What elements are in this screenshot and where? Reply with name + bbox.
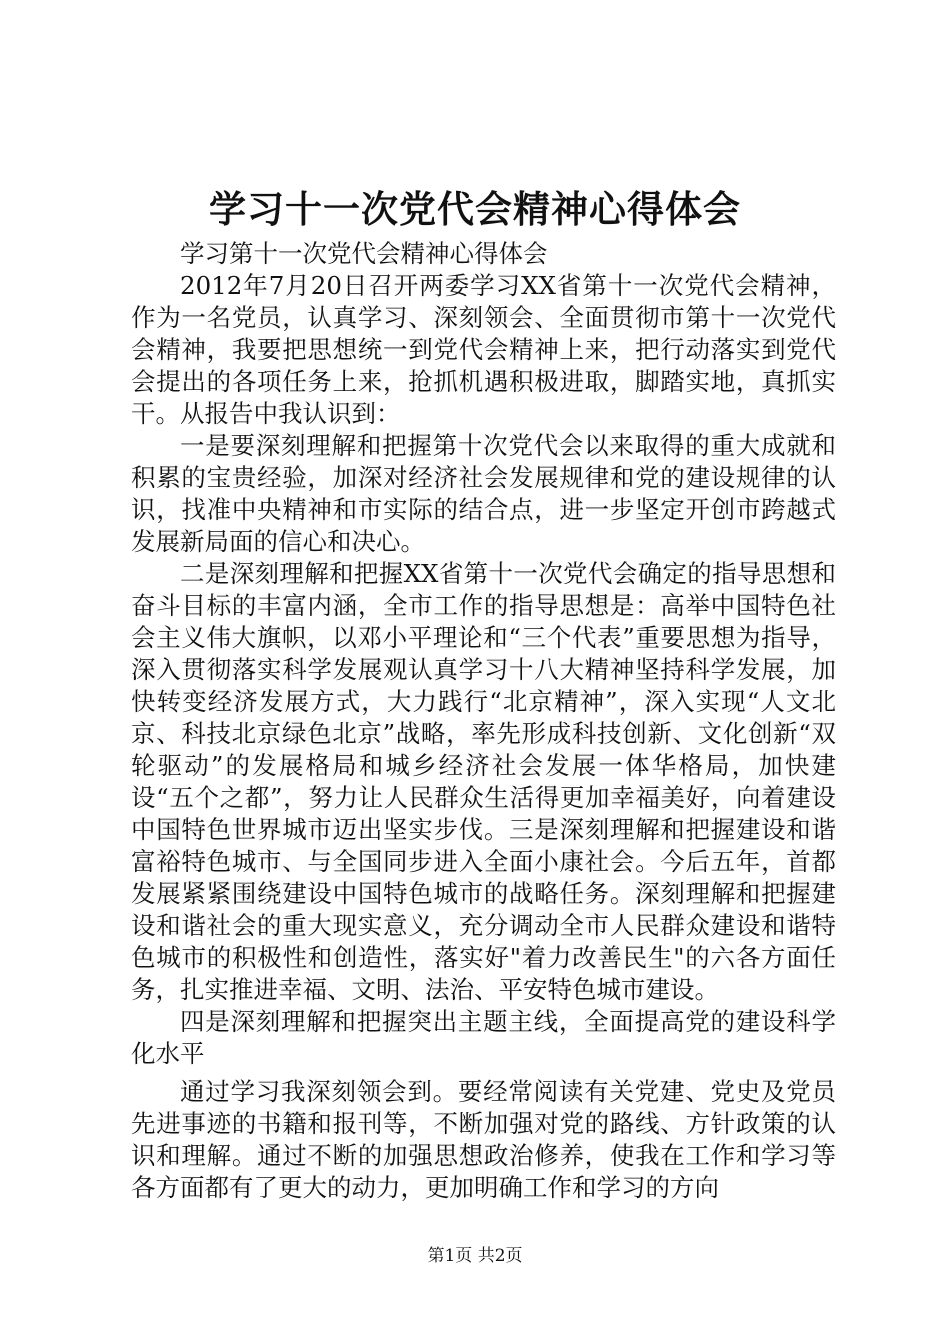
paragraph-point-four: 四是深刻理解和把握突出主题主线，全面提高党的建设科学化水平 (131, 1007, 836, 1068)
paragraph-intro: 2012年7月20日召开两委学习XX省第十一次党代会精神，作为一名党员，认真学习、深刻领会、全面贯彻市第十一次党代会精神，我要把思想统一到党代会精神上来，把行动落实到党代会提出的各项任务上来，抢抓机遇积极进取，脚踏实地，真抓实干。从报告中我认识到： (131, 271, 836, 428)
document-body (131, 238, 836, 1204)
paragraph-point-one: 一是要深刻理解和把握第十次党代会以来取得的重大成就和积累的宝贵经验，加深对经济社会发展规律和党的建设规律的认识，找准中央精神和市实际的结合点，进一步坚定开创市跨越式发展新局面的信心和决心。 (131, 431, 836, 556)
paragraph-point-two-three: 二是深刻理解和把握XX省第十一次党代会确定的指导思想和奋斗目标的丰富内涵，全市工作的指导思想是：高举中国特色社会主义伟大旗帜，以邓小平理论和“三个代表”重要思想为指导，深入贯彻落实科学发展观认真学习十八大精神坚持科学发展，加快转变经济发展方式，大力践行“北京精神”，深入实现“人文北京、科技北京绿色北京”战略，率先形成科技创新、文化创新“双轮驱动”的发展格局和城乡经济社会发展一体华格局，加快建设“五个之都”，努力让人民群众生活得更加幸福美好，向着建设中国特色世界城市迈出坚实步伐。三是深刻理解和把握建设和谐富裕特色城市、与全国同步进入全面小康社会。今后五年，首都发展紧紧围绕建设中国特色城市的战略任务。深刻理解和把握建设和谐社会的重大现实意义，充分调动全市人民群众建设和谐特色城市的积极性和创造性，落实好"着力改善民生"的六各方面任务，扎实推进幸福、文明、法治、平安特色城市建设。 (131, 559, 836, 1004)
document-title: 学习十一次党代会精神心得体会 (209, 187, 741, 231)
page-footer: 第1页 共2页 (427, 1246, 523, 1266)
paragraph-subtitle: 学习第十一次党代会精神心得体会 (180, 239, 548, 268)
paragraph-conclusion: 通过学习我深刻领会到。要经常阅读有关党建、党史及党员先进事迹的书籍和报刊等，不断加强对党的路线、方针政策的认识和理解。通过不断的加强思想政治修养，使我在工作和学习等各方面都有了更大的动力，更加明确工作和学习的方向 (131, 1077, 836, 1202)
